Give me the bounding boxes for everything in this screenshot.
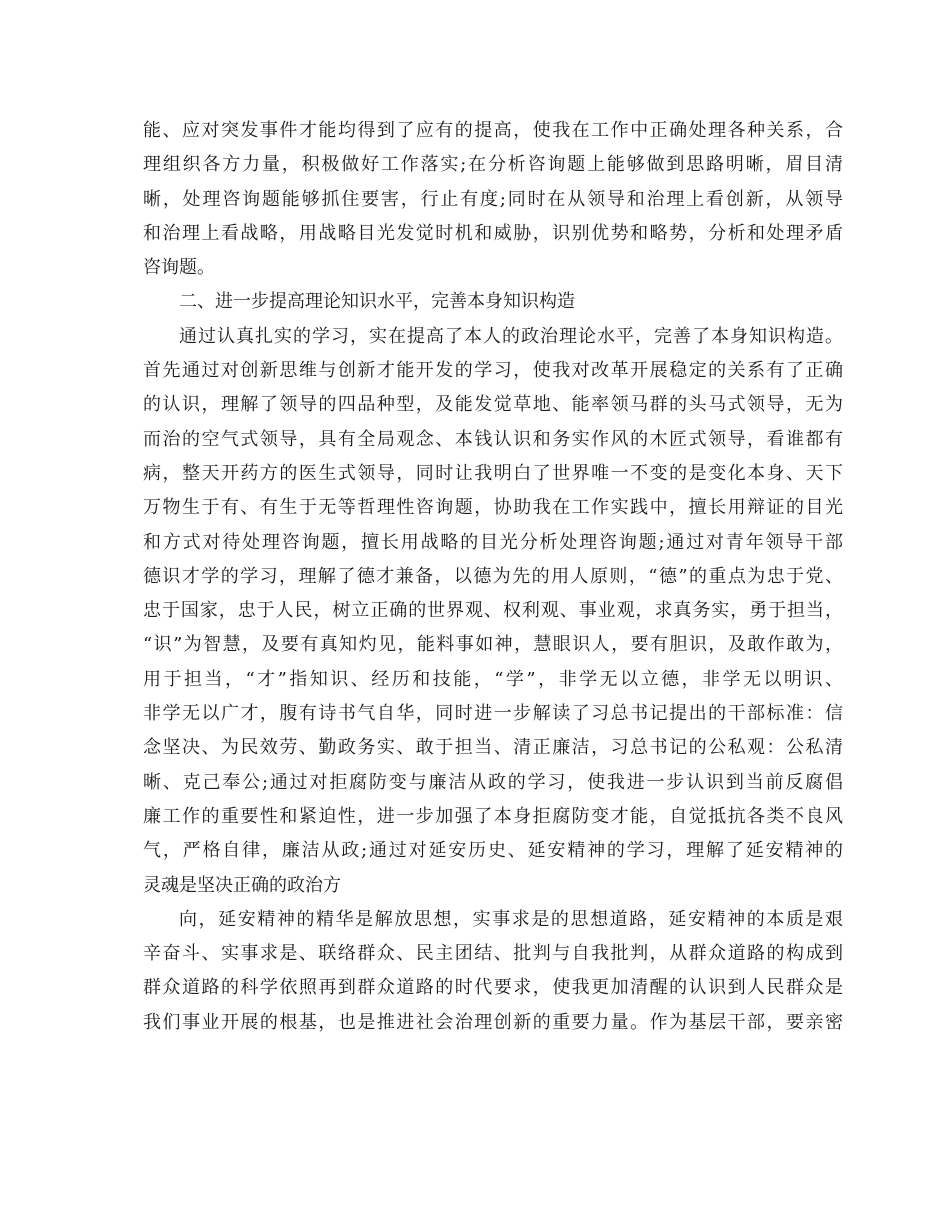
text-line: 德识才学的学习，理解了德才兼备，以德为先的用人原则，“德”的重点为忠于党、 [143, 565, 843, 587]
text-line: 辛奋斗、实事求是、联络群众、民主团结、批判与自我批判，从群众道路的构成到 [143, 943, 843, 965]
text-line: 首先通过对创新思维与创新才能开发的学习，使我对改革开展稳定的关系有了正确 [143, 360, 843, 382]
text-line: 理组织各方力量，积极做好工作落实;在分析咨询题上能够做到思路明晰，眉目清 [143, 154, 843, 176]
text-line: 病，整天开药方的医生式领导，同时让我明白了世界唯一不变的是变化本身、天下 [143, 462, 843, 484]
text-line: 而治的空气式领导，具有全局观念、本钱认识和务实作风的木匠式领导，看谁都有 [143, 428, 843, 450]
text-line: 晰，处理咨询题能够抓住要害，行止有度;同时在从领导和治理上看创新，从领导 [143, 188, 843, 210]
text-line: 我们事业开展的根基，也是推进社会治理创新的重要力量。作为基层干部，要亲密 [143, 1011, 843, 1033]
text-line: 的认识，理解了领导的四品种型，及能发觉草地、能率领马群的头马式领导，无为 [143, 394, 843, 416]
text-line: 和治理上看战略，用战略目光发觉时机和威胁，识别优势和略势，分析和处理矛盾 [143, 222, 843, 244]
text-line: 群众道路的科学依照再到群众道路的时代要求，使我更加清醒的认识到人民群众是 [143, 977, 843, 999]
text-line: 能、应对突发事件才能均得到了应有的提高，使我在工作中正确处理各种关系，合 [143, 120, 843, 141]
text-line: 通过认真扎实的学习，实在提高了本人的政治理论水平，完善了本身知识构造。 [179, 325, 843, 347]
text-line: 非学无以广才，腹有诗书气自华，同时进一步解读了习总书记提出的干部标准：信 [143, 703, 843, 725]
text-line: 忠于国家，忠于人民，树立正确的世界观、权利观、事业观，求真务实，勇于担当， [143, 600, 843, 622]
document-body-text [143, 114, 843, 1040]
text-line: 灵魂是坚决正确的政治方 [143, 874, 341, 896]
text-line: 晰、克己奉公;通过对拒腐防变与廉洁从政的学习，使我进一步认识到当前反腐倡 [143, 771, 843, 793]
text-line: 气，严格自律，廉洁从政;通过对延安历史、延安精神的学习，理解了延安精神的 [143, 840, 843, 862]
text-line: 和方式对待处理咨询题，擅长用战略的目光分析处理咨询题;通过对青年领导干部 [143, 531, 843, 553]
text-line: 用于担当，“才”指知识、经历和技能，“学”，非学无以立德，非学无以明识、 [143, 668, 843, 690]
text-line: 二、进一步提高理论知识水平，完善本身知识构造 [179, 291, 575, 313]
text-line: 向，延安精神的精华是解放思想，实事求是的思想道路，延安精神的本质是艰 [179, 908, 843, 930]
text-line: 万物生于有、有生于无等哲理性咨询题，协助我在工作实践中，擅长用辩证的目光 [143, 497, 843, 519]
text-line: 咨询题。 [143, 257, 215, 279]
text-line: “识”为智慧，及要有真知灼见，能料事如神，慧眼识人，要有胆识，及敢作敢为， [143, 634, 843, 656]
text-line: 念坚决、为民效劳、勤政务实、敢于担当、清正廉洁，习总书记的公私观：公私清 [143, 737, 843, 759]
text-line: 廉工作的重要性和紧迫性，进一步加强了本身拒腐防变才能，自觉抵抗各类不良风 [143, 805, 843, 827]
